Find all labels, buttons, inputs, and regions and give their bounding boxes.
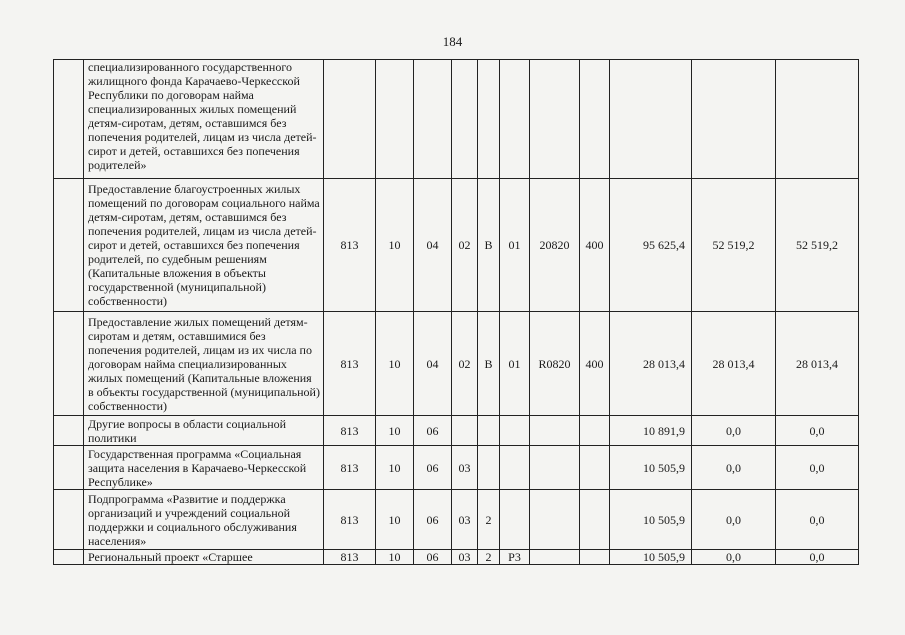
subprogram-code (478, 446, 500, 490)
ministry-code: 813 (324, 416, 376, 446)
item-name: Подпрограмма «Развитие и поддержка организаций и учреждений социальной поддержки и социального обслуживания населения» (84, 490, 324, 550)
event-code: Р3 (500, 550, 530, 565)
item-name: Другие вопросы в области социальной политики (84, 416, 324, 446)
amount-year-1: 28 013,4 (610, 312, 692, 416)
program-code: 02 (452, 179, 478, 312)
amount-year-3: 0,0 (776, 446, 859, 490)
amount-year-2: 0,0 (692, 490, 776, 550)
amount-year-2: 0,0 (692, 550, 776, 565)
table-row (54, 179, 859, 312)
subsection-code: 04 (414, 312, 452, 416)
amount-year-3: 52 519,2 (776, 179, 859, 312)
table-row (54, 60, 859, 179)
table-row (54, 416, 859, 446)
ministry-code: 813 (324, 550, 376, 565)
item-name: Предоставление благоустроенных жилых помещений по договорам социального найма детям-сиротам, детям, оставшимся без попечения родителей, лицам из числа детей-сирот и детей, оставшихся без попечения родителей, по судебным решениям (Капитальные вложения в объекты государственной (муниципальной) собственности) (84, 179, 324, 312)
row-number-cell (54, 446, 84, 490)
budget-table (53, 59, 859, 565)
direction-code (530, 60, 580, 179)
event-code (500, 490, 530, 550)
subsection-code: 06 (414, 416, 452, 446)
row-number-cell (54, 60, 84, 179)
program-code (452, 60, 478, 179)
program-code (452, 416, 478, 446)
direction-code (530, 490, 580, 550)
event-code (500, 446, 530, 490)
event-code (500, 416, 530, 446)
amount-year-3: 0,0 (776, 550, 859, 565)
amount-year-1: 10 891,9 (610, 416, 692, 446)
section-code: 10 (376, 312, 414, 416)
subsection-code (414, 60, 452, 179)
table-row (54, 312, 859, 416)
subsection-code: 06 (414, 550, 452, 565)
section-code: 10 (376, 446, 414, 490)
row-number-cell (54, 179, 84, 312)
expense-type-code (580, 416, 610, 446)
program-code: 03 (452, 490, 478, 550)
subprogram-code (478, 60, 500, 179)
amount-year-2: 28 013,4 (692, 312, 776, 416)
subprogram-code: 2 (478, 550, 500, 565)
ministry-code: 813 (324, 446, 376, 490)
ministry-code: 813 (324, 312, 376, 416)
item-name: Предоставление жилых помещений детям-сиротам и детям, оставшимися без попечения родителей, лицам из их числа по договорам найма специализированных жилых помещений (Капитальные вложения в объекты государственной (муниципальной) собственности) (84, 312, 324, 416)
amount-year-3 (776, 60, 859, 179)
expense-type-code (580, 60, 610, 179)
direction-code (530, 550, 580, 565)
direction-code: R0820 (530, 312, 580, 416)
amount-year-1: 10 505,9 (610, 446, 692, 490)
section-code: 10 (376, 416, 414, 446)
row-number-cell (54, 312, 84, 416)
amount-year-2: 0,0 (692, 416, 776, 446)
amount-year-1: 95 625,4 (610, 179, 692, 312)
program-code: 03 (452, 550, 478, 565)
expense-type-code: 400 (580, 312, 610, 416)
ministry-code: 813 (324, 490, 376, 550)
subsection-code: 04 (414, 179, 452, 312)
amount-year-3: 28 013,4 (776, 312, 859, 416)
ministry-code (324, 60, 376, 179)
expense-type-code: 400 (580, 179, 610, 312)
amount-year-2 (692, 60, 776, 179)
item-name: специализированного государственного жилищного фонда Карачаево-Черкесской Республики по договорам найма специализированных жилых помещений детям-сиротам, детям, оставшимся без попечения родителей, лицам из числа детей-сирот и детей, оставшихся без попечения родителей» (84, 60, 324, 179)
direction-code: 20820 (530, 179, 580, 312)
subsection-code: 06 (414, 446, 452, 490)
page-number: 184 (442, 34, 463, 49)
section-code: 10 (376, 179, 414, 312)
section-code: 10 (376, 550, 414, 565)
table-row (54, 550, 859, 565)
program-code: 03 (452, 446, 478, 490)
ministry-code: 813 (324, 179, 376, 312)
amount-year-2: 0,0 (692, 446, 776, 490)
amount-year-1 (610, 60, 692, 179)
table-row (54, 446, 859, 490)
section-code (376, 60, 414, 179)
item-name: Государственная программа «Социальная защита населения в Карачаево-Черкесской Республике» (84, 446, 324, 490)
subprogram-code (478, 416, 500, 446)
row-number-cell (54, 490, 84, 550)
expense-type-code (580, 490, 610, 550)
expense-type-code (580, 446, 610, 490)
amount-year-2: 52 519,2 (692, 179, 776, 312)
row-number-cell (54, 550, 84, 565)
amount-year-3: 0,0 (776, 490, 859, 550)
amount-year-1: 10 505,9 (610, 550, 692, 565)
section-code: 10 (376, 490, 414, 550)
expense-type-code (580, 550, 610, 565)
subprogram-code: В (478, 179, 500, 312)
amount-year-1: 10 505,9 (610, 490, 692, 550)
direction-code (530, 416, 580, 446)
program-code: 02 (452, 312, 478, 416)
event-code: 01 (500, 312, 530, 416)
subsection-code: 06 (414, 490, 452, 550)
event-code: 01 (500, 179, 530, 312)
item-name: Региональный проект «Старшее (84, 550, 324, 565)
subprogram-code: В (478, 312, 500, 416)
amount-year-3: 0,0 (776, 416, 859, 446)
table-row (54, 490, 859, 550)
row-number-cell (54, 416, 84, 446)
direction-code (530, 446, 580, 490)
subprogram-code: 2 (478, 490, 500, 550)
event-code (500, 60, 530, 179)
